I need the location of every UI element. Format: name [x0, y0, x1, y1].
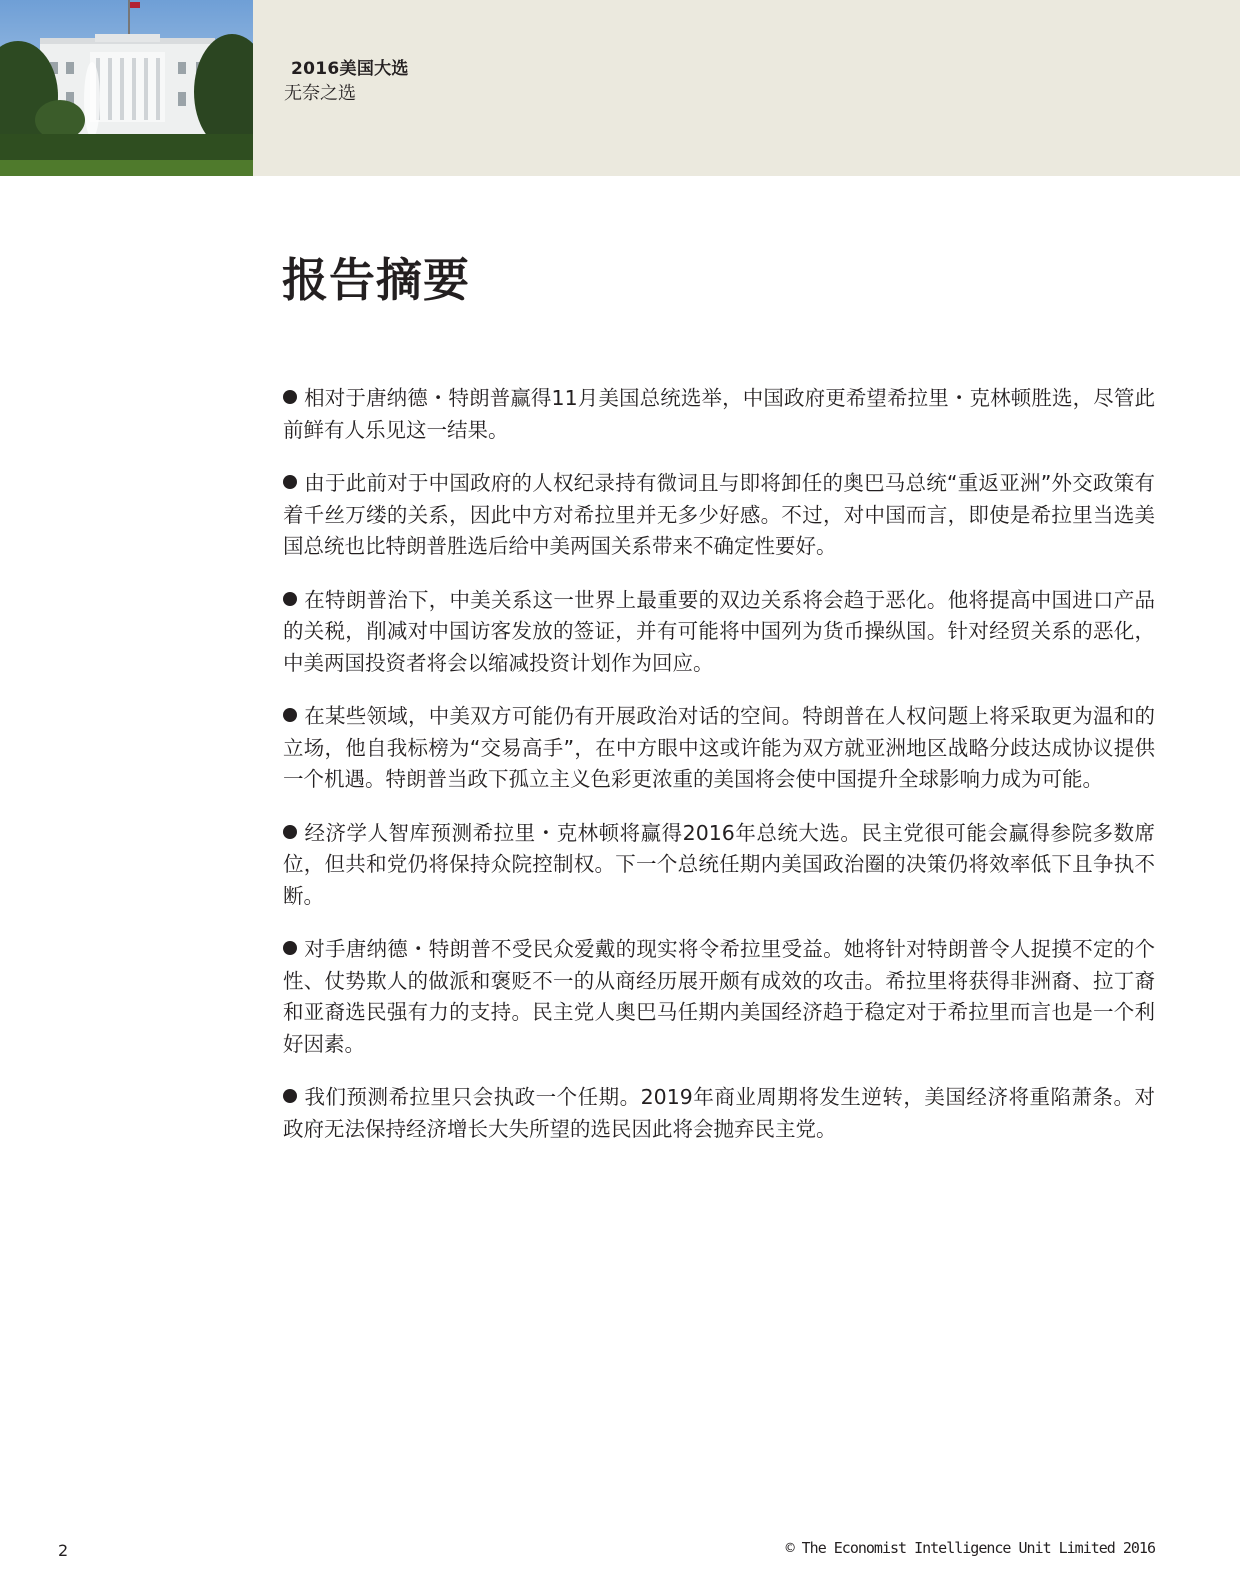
bullet-text: 在特朗普治下，中美关系这一世界上最重要的双边关系将会趋于恶化。他将提高中国进口产品的关税，削减对中国访客发放的签证，并有可能将中国列为货币操纵国。针对经贸关系的恶化，中美两国投资者将会以缩减投资计划作为回应。 — [283, 587, 1155, 675]
bullet-text: 相对于唐纳德・特朗普赢得11月美国总统选举，中国政府更希望希拉里・克林顿胜选，尽管此前鲜有人乐见这一结果。 — [283, 386, 1155, 442]
bullet-icon — [283, 475, 297, 489]
report-series-title: 2016美国大选 — [291, 59, 409, 79]
page-title: 报告摘要 — [282, 253, 470, 307]
list-item — [283, 1082, 1155, 1145]
list-item — [283, 585, 1155, 680]
bullet-text: 在某些领域，中美双方可能仍有开展政治对话的空间。特朗普在人权问题上将采取更为温和的立场，他自我标榜为“交易高手”，在中方眼中这或许能为双方就亚洲地区战略分歧达成协议提供一个机遇。特朗普当政下孤立主义色彩更浓重的美国将会使中国提升全球影响力成为可能。 — [283, 704, 1155, 791]
bullet-icon — [283, 708, 297, 722]
bullet-icon — [283, 592, 297, 606]
bullet-text: 我们预测希拉里只会执政一个任期。2019年商业周期将发生逆转，美国经济将重陷萧条。对政府无法保持经济增长大失所望的选民因此将会抛弃民主党。 — [283, 1085, 1155, 1141]
bullet-icon — [283, 1089, 297, 1103]
bullet-icon — [283, 825, 297, 839]
list-item — [283, 701, 1155, 796]
bullet-text: 由于此前对于中国政府的人权纪录持有微词且与即将卸任的奥巴马总统“重返亚洲”外交政策有着千丝万缕的关系，因此中方对希拉里并无多少好感。不过，对中国而言，即使是希拉里当选美国总统也比特朗普胜选后给中美两国关系带来不确定性要好。 — [283, 471, 1155, 558]
list-item — [283, 818, 1155, 913]
bullet-icon — [283, 941, 297, 955]
bullet-text: 对手唐纳德・特朗普不受民众爱戴的现实将令希拉里受益。她将针对特朗普令人捉摸不定的个性、仗势欺人的做派和褒贬不一的从商经历展开颇有成效的攻击。希拉里将获得非洲裔、拉丁裔和亚裔选民强有力的支持。民主党人奥巴马任期内美国经济趋于稳定对于希拉里而言也是一个利好因素。 — [283, 937, 1155, 1056]
bullet-icon — [283, 390, 297, 404]
bullet-text: 经济学人智库预测希拉里・克林顿将赢得2016年总统大选。民主党很可能会赢得参院多数席位，但共和党仍将保持众院控制权。下一个总统任期内美国政治圈的决策仍将效率低下且争执不断。 — [283, 820, 1155, 908]
list-item — [283, 468, 1155, 563]
white-house-photo — [0, 0, 253, 176]
page-number: 2 — [58, 1541, 69, 1560]
summary-bullet-list — [283, 383, 1155, 1167]
list-item — [283, 934, 1155, 1060]
report-series-subtitle: 无奈之选 — [284, 83, 356, 104]
copyright-notice: © The Economist Intelligence Unit Limited 2016 — [785, 1539, 1155, 1557]
list-item — [283, 383, 1155, 446]
